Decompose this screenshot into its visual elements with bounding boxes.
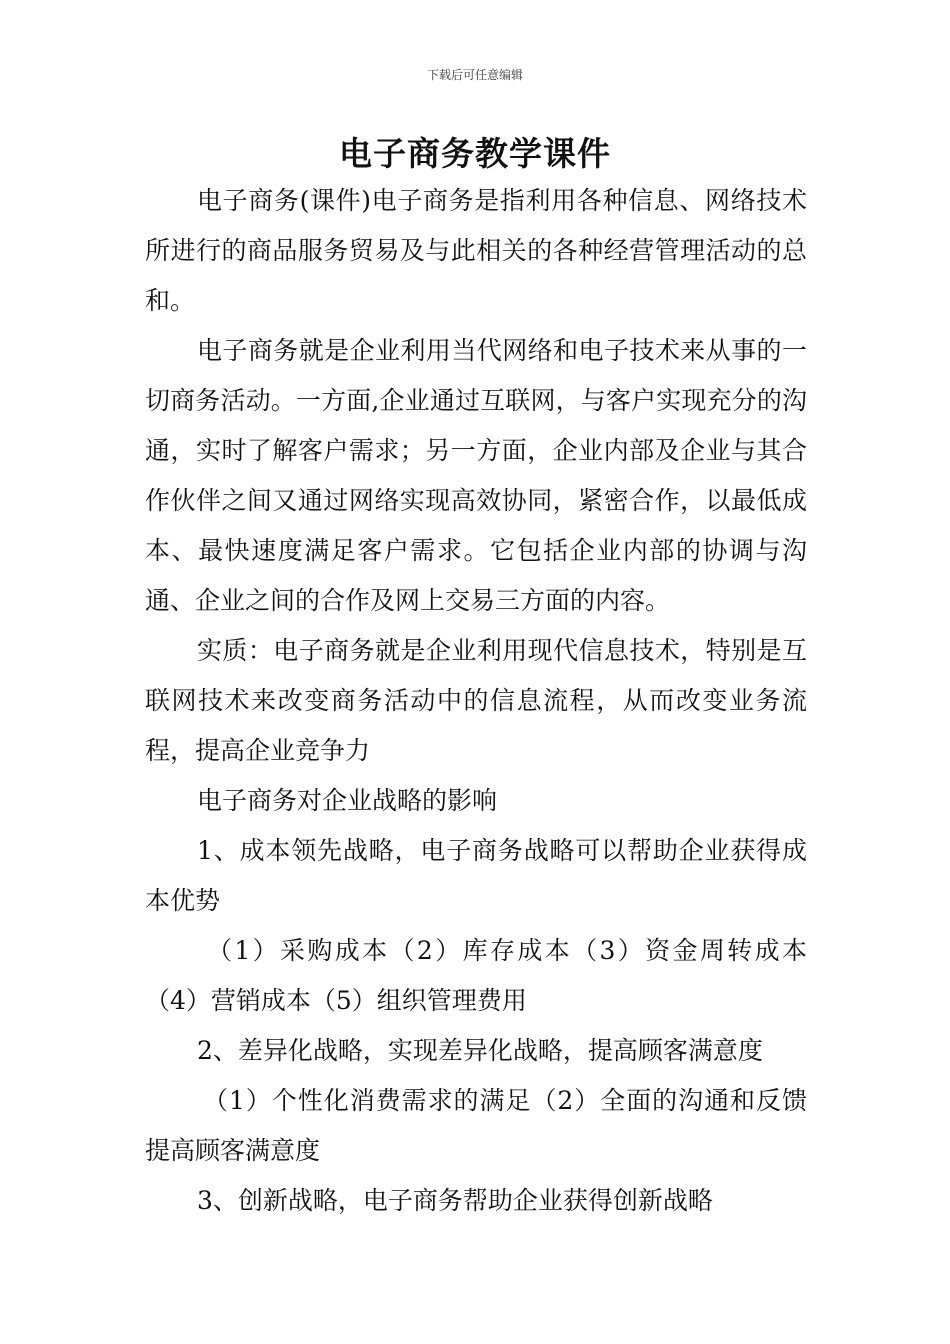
- paragraph-essence: 实质：电子商务就是企业利用现代信息技术，特别是互联网技术来改变商务活动中的信息流程，从而改变业务流程，提高企业竞争力: [145, 636, 807, 765]
- page-title: 电子商务教学课件: [339, 134, 611, 173]
- document-body: [145, 176, 807, 1226]
- list-item-innovation: 3、创新战略，电子商务帮助企业获得创新战略: [197, 1186, 713, 1215]
- paragraph-definition: 电子商务(课件)电子商务是指利用各种信息、网络技术所进行的商品服务贸易及与此相关的各种经营管理活动的总和。: [145, 186, 807, 315]
- list-item-differentiation: 2、差异化战略，实现差异化战略，提高顾客满意度: [197, 1036, 763, 1065]
- list-item-cost-items: （1）采购成本（2）库存成本（3）资金周转成本（4）营销成本（5）组织管理费用: [145, 936, 807, 1015]
- header-note: 下载后可任意编辑: [426, 68, 523, 82]
- section-heading-strategy: 电子商务对企业战略的影响: [197, 786, 498, 815]
- paragraph-activities: 电子商务就是企业利用当代网络和电子技术来从事的一切商务活动。一方面,企业通过互联网，与客户实现充分的沟通，实时了解客户需求；另一方面，企业内部及企业与其合作伙伴之间又通过网络实现高效协同，紧密合作，以最低成本、最快速度满足客户需求。它包括企业内部的协调与沟通、企业之间的合作及网上交易三方面的内容。: [145, 336, 807, 615]
- list-item-differentiation-detail: （1）个性化消费需求的满足（2）全面的沟通和反馈提高顾客满意度: [145, 1086, 807, 1165]
- list-item-cost-leadership: 1、成本领先战略，电子商务战略可以帮助企业获得成本优势: [145, 836, 807, 915]
